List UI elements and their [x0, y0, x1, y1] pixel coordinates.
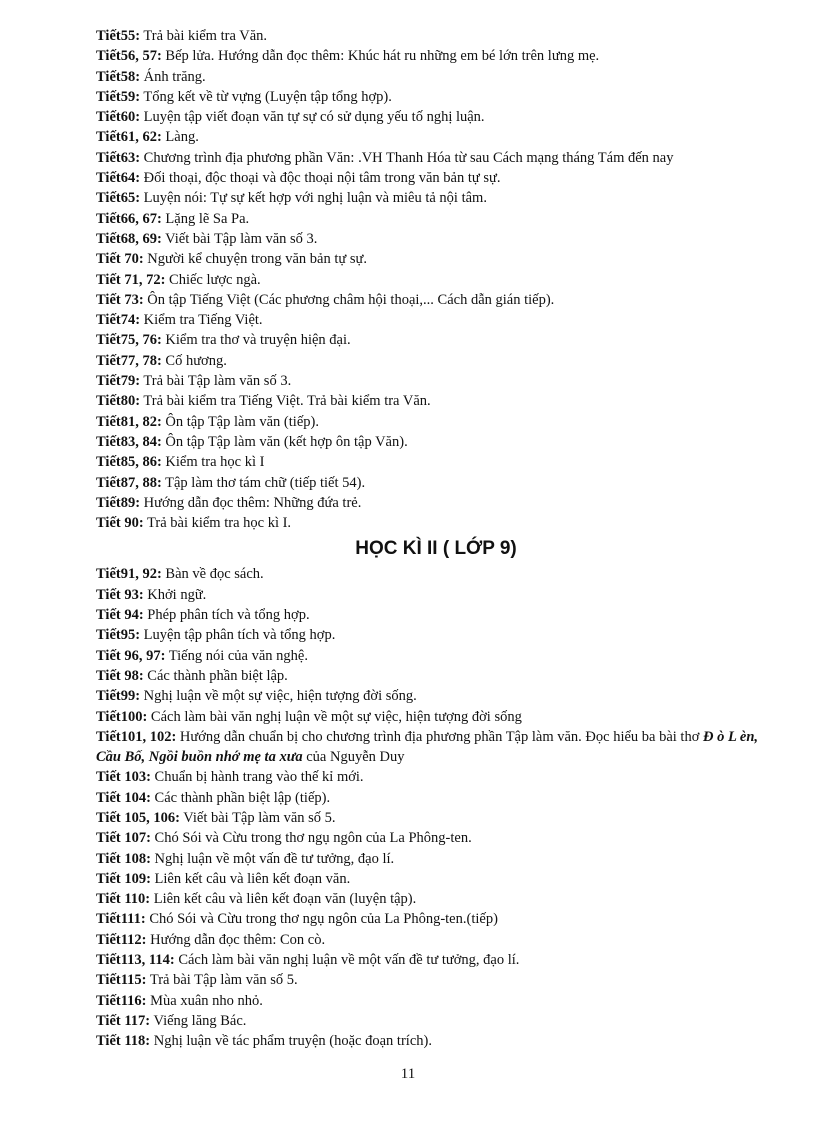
- lesson-group-semester-1: [96, 26, 776, 533]
- lesson-label: Tiết59:: [96, 88, 141, 105]
- poem-titles: Đ ò L èn, Cầu Bố, Ngồi buồn nhớ mẹ ta xưa: [96, 728, 759, 766]
- lesson-text: Kiểm tra thơ và truyện hiện đại.: [161, 332, 351, 349]
- lesson-label: Tiết111:: [96, 911, 146, 928]
- lesson-text: Hướng dẫn chuẩn bị cho chương trình địa phương phần Tập làm văn. Đọc hiểu ba bài thơ: [176, 728, 704, 745]
- lesson-list: [96, 26, 776, 1052]
- lesson-label: Tiết91, 92:: [96, 566, 162, 583]
- lesson-line: [96, 473, 776, 493]
- lesson-text: Cố hương.: [161, 352, 227, 369]
- lesson-label: Tiết116:: [96, 992, 147, 1009]
- lesson-group-semester-2-continued: [96, 767, 776, 1051]
- lesson-label: Tiết77, 78:: [96, 352, 162, 369]
- lesson-line: [96, 249, 776, 269]
- lesson-line: [96, 513, 776, 533]
- lesson-text: Hướng dẫn đọc thêm: Những đứa trẻ.: [140, 494, 362, 511]
- lesson-line: [96, 1011, 776, 1031]
- lesson-label: Tiết 93:: [96, 586, 144, 603]
- lesson-text: Phép phân tích và tổng hợp.: [143, 607, 310, 624]
- lesson-text: Tổng kết về từ vựng (Luyện tập tổng hợp).: [140, 88, 392, 105]
- lesson-line: [96, 432, 776, 452]
- lesson-text: Trả bài kiểm tra học kì I.: [143, 515, 292, 532]
- lesson-line: [96, 950, 776, 970]
- lesson-text: Chiếc lược ngà.: [165, 271, 261, 288]
- lesson-line: [96, 1031, 776, 1051]
- lesson-line: [96, 707, 776, 727]
- lesson-text: Bàn về đọc sách.: [161, 566, 264, 583]
- lesson-text: Các thành phần biệt lập (tiếp).: [150, 789, 331, 806]
- lesson-text: Viếng lăng Bác.: [150, 1012, 247, 1029]
- lesson-label: Tiết 117:: [96, 1012, 151, 1029]
- lesson-label: Tiết 103:: [96, 769, 151, 786]
- lesson-label: Tiết66, 67:: [96, 210, 162, 227]
- lesson-text: Tiếng nói của văn nghệ.: [165, 647, 308, 664]
- lesson-label: Tiết68, 69:: [96, 230, 162, 247]
- lesson-line: [96, 564, 776, 584]
- lesson-group-semester-2: [96, 564, 776, 726]
- lesson-label: Tiết 107:: [96, 830, 151, 847]
- lesson-line: [96, 625, 776, 645]
- lesson-label: Tiết55:: [96, 28, 141, 44]
- lesson-line: [96, 493, 776, 513]
- lesson-text: Người kể chuyện trong văn bản tự sự.: [143, 251, 367, 268]
- lesson-line: [96, 310, 776, 330]
- lesson-text: Kiểm tra học kì I: [161, 454, 265, 471]
- lesson-label: Tiết85, 86:: [96, 454, 162, 471]
- lesson-label: Tiết89:: [96, 494, 141, 511]
- lesson-label: Tiết83, 84:: [96, 433, 162, 450]
- lesson-label: Tiết56, 57:: [96, 48, 162, 65]
- lesson-text: Luyện tập viết đoạn văn tự sự có sử dụng yếu tố nghị luận.: [140, 109, 485, 126]
- lesson-line: [96, 26, 776, 46]
- lesson-line: [96, 767, 776, 787]
- lesson-text-tail: của Nguyễn Duy: [302, 749, 405, 766]
- lesson-text: Ôn tập Tiếng Việt (Các phương châm hội thoại,... Cách dẫn gián tiếp).: [143, 291, 555, 308]
- lesson-line: [96, 686, 776, 706]
- lesson-line: [96, 869, 776, 889]
- lesson-text: Hướng dẫn đọc thêm: Con cò.: [146, 931, 326, 948]
- lesson-text: Kiểm tra Tiếng Việt.: [140, 312, 263, 329]
- lesson-line: [96, 351, 776, 371]
- lesson-line: [96, 148, 776, 168]
- lesson-label: Tiết58:: [96, 68, 141, 85]
- lesson-text: Chương trình địa phương phần Văn: .VH Thanh Hóa từ sau Cách mạng tháng Tám đến nay: [140, 149, 674, 166]
- lesson-line: [96, 127, 776, 147]
- lesson-label: Tiết75, 76:: [96, 332, 162, 349]
- lesson-line: [96, 808, 776, 828]
- lesson-text: Viết bài Tập làm văn số 5.: [179, 809, 336, 826]
- lesson-label: Tiết65:: [96, 190, 141, 207]
- lesson-label: Tiết80:: [96, 393, 141, 410]
- lesson-text: Trả bài kiểm tra Tiếng Việt. Trả bài kiểm tra Văn.: [140, 393, 431, 410]
- lesson-text: Mùa xuân nho nhỏ.: [146, 992, 263, 1009]
- lesson-line: [96, 229, 776, 249]
- lesson-line: [96, 412, 776, 432]
- lesson-text: Chuẩn bị hành trang vào thế kỉ mới.: [150, 769, 364, 786]
- lesson-label: Tiết100:: [96, 708, 148, 725]
- lesson-text: Trả bài Tập làm văn số 5.: [146, 972, 298, 989]
- lesson-line: [96, 107, 776, 127]
- lesson-line: [96, 371, 776, 391]
- lesson-label: Tiết63:: [96, 149, 141, 166]
- lesson-label: Tiết 70:: [96, 251, 144, 268]
- lesson-label: Tiết 98:: [96, 667, 144, 684]
- lesson-line: [96, 666, 776, 686]
- lesson-label: Tiết 118:: [96, 1033, 151, 1050]
- lesson-text: Cách làm bài văn nghị luận về một sự việc, hiện tượng đời sống: [147, 708, 522, 725]
- lesson-text: Liên kết câu và liên kết đoạn văn.: [150, 870, 351, 887]
- lesson-line: [96, 727, 776, 768]
- lesson-line: [96, 605, 776, 625]
- lesson-line: [96, 991, 776, 1011]
- lesson-label: Tiết101, 102:: [96, 728, 177, 745]
- lesson-line: [96, 67, 776, 87]
- lesson-label: Tiết 90:: [96, 515, 144, 532]
- lesson-text: Lặng lẽ Sa Pa.: [161, 210, 250, 227]
- lesson-line: [96, 909, 776, 929]
- lesson-text: Bếp lửa. Hướng dẫn đọc thêm: Khúc hát ru những em bé lớn trên lưng mẹ.: [161, 48, 600, 65]
- lesson-label: Tiết112:: [96, 931, 147, 948]
- lesson-label: Tiết 105, 106:: [96, 809, 180, 826]
- lesson-line: [96, 585, 776, 605]
- lesson-text: Chó Sói và Cừu trong thơ ngụ ngôn của La Phông-ten.: [150, 830, 472, 847]
- lesson-label: Tiết99:: [96, 688, 141, 705]
- lesson-text: Tập làm thơ tám chữ (tiếp tiết 54).: [161, 474, 366, 491]
- lesson-label: Tiết113, 114:: [96, 952, 175, 969]
- section-title: HỌC KÌ II ( LỚP 9): [355, 538, 517, 560]
- lesson-line: [96, 828, 776, 848]
- lesson-line: [96, 188, 776, 208]
- lesson-line: [96, 209, 776, 229]
- lesson-line: [96, 87, 776, 107]
- lesson-line: [96, 391, 776, 411]
- lesson-line: [96, 168, 776, 188]
- lesson-label: Tiết81, 82:: [96, 413, 162, 430]
- lesson-text: Cách làm bài văn nghị luận về một vấn đề tư tưởng, đạo lí.: [174, 952, 520, 969]
- lesson-text: Đối thoại, độc thoại và độc thoại nội tâm trong văn bản tự sự.: [140, 170, 501, 187]
- lesson-line: [96, 270, 776, 290]
- lesson-label: Tiết 110:: [96, 891, 151, 908]
- lesson-text: Nghị luận về một sự việc, hiện tượng đời sống.: [140, 688, 417, 705]
- lesson-label: Tiết95:: [96, 627, 141, 644]
- lesson-line: [96, 290, 776, 310]
- lesson-label: Tiết 108:: [96, 850, 151, 867]
- lesson-text: Trả bài Tập làm văn số 3.: [140, 373, 292, 390]
- lesson-text: Nghị luận về một vấn đề tư tưởng, đạo lí.: [150, 850, 395, 867]
- lesson-line: [96, 849, 776, 869]
- lesson-label: Tiết 109:: [96, 870, 151, 887]
- lesson-label: Tiết74:: [96, 312, 141, 329]
- lesson-text: Nghị luận về tác phẩm truyện (hoặc đoạn trích).: [150, 1033, 432, 1050]
- lesson-text: Ôn tập Tập làm văn (kết hợp ôn tập Văn).: [161, 433, 408, 450]
- lesson-label: Tiết 94:: [96, 607, 144, 624]
- lesson-line: [96, 46, 776, 66]
- lesson-line: [96, 330, 776, 350]
- lesson-label: Tiết 73:: [96, 291, 144, 308]
- lesson-label: Tiết61, 62:: [96, 129, 162, 146]
- lesson-line: [96, 930, 776, 950]
- lesson-text: Làng.: [161, 129, 199, 146]
- lesson-text: Liên kết câu và liên kết đoạn văn (luyện tập).: [150, 891, 417, 908]
- lesson-text: Khởi ngữ.: [143, 586, 207, 603]
- lesson-text: Chó Sói và Cừu trong thơ ngụ ngôn của La Phông-ten.(tiếp): [145, 911, 498, 928]
- lesson-text: Luyện nói: Tự sự kết hợp với nghị luận và miêu tả nội tâm.: [140, 190, 487, 207]
- lesson-label: Tiết87, 88:: [96, 474, 162, 491]
- lesson-text: Viết bài Tập làm văn số 3.: [161, 230, 318, 247]
- lesson-label: Tiết 104:: [96, 789, 151, 806]
- lesson-label: Tiết79:: [96, 373, 141, 390]
- lesson-line: [96, 788, 776, 808]
- lesson-label: Tiết 71, 72:: [96, 271, 166, 288]
- lesson-line: [96, 452, 776, 472]
- lesson-line: [96, 646, 776, 666]
- page-number: 11: [400, 1066, 416, 1082]
- lesson-text: Các thành phần biệt lập.: [143, 667, 288, 684]
- lesson-label: Tiết64:: [96, 170, 141, 187]
- lesson-text: Ôn tập Tập làm văn (tiếp).: [161, 413, 319, 430]
- lesson-text: Luyện tập phân tích và tổng hợp.: [140, 627, 336, 644]
- lesson-text: Trả bài kiểm tra Văn.: [140, 28, 268, 44]
- lesson-label: Tiết 96, 97:: [96, 647, 166, 664]
- lesson-label: Tiết60:: [96, 109, 141, 126]
- lesson-line: [96, 889, 776, 909]
- lesson-text: Ánh trăng.: [140, 68, 206, 85]
- lesson-line: [96, 970, 776, 990]
- lesson-label: Tiết115:: [96, 972, 147, 989]
